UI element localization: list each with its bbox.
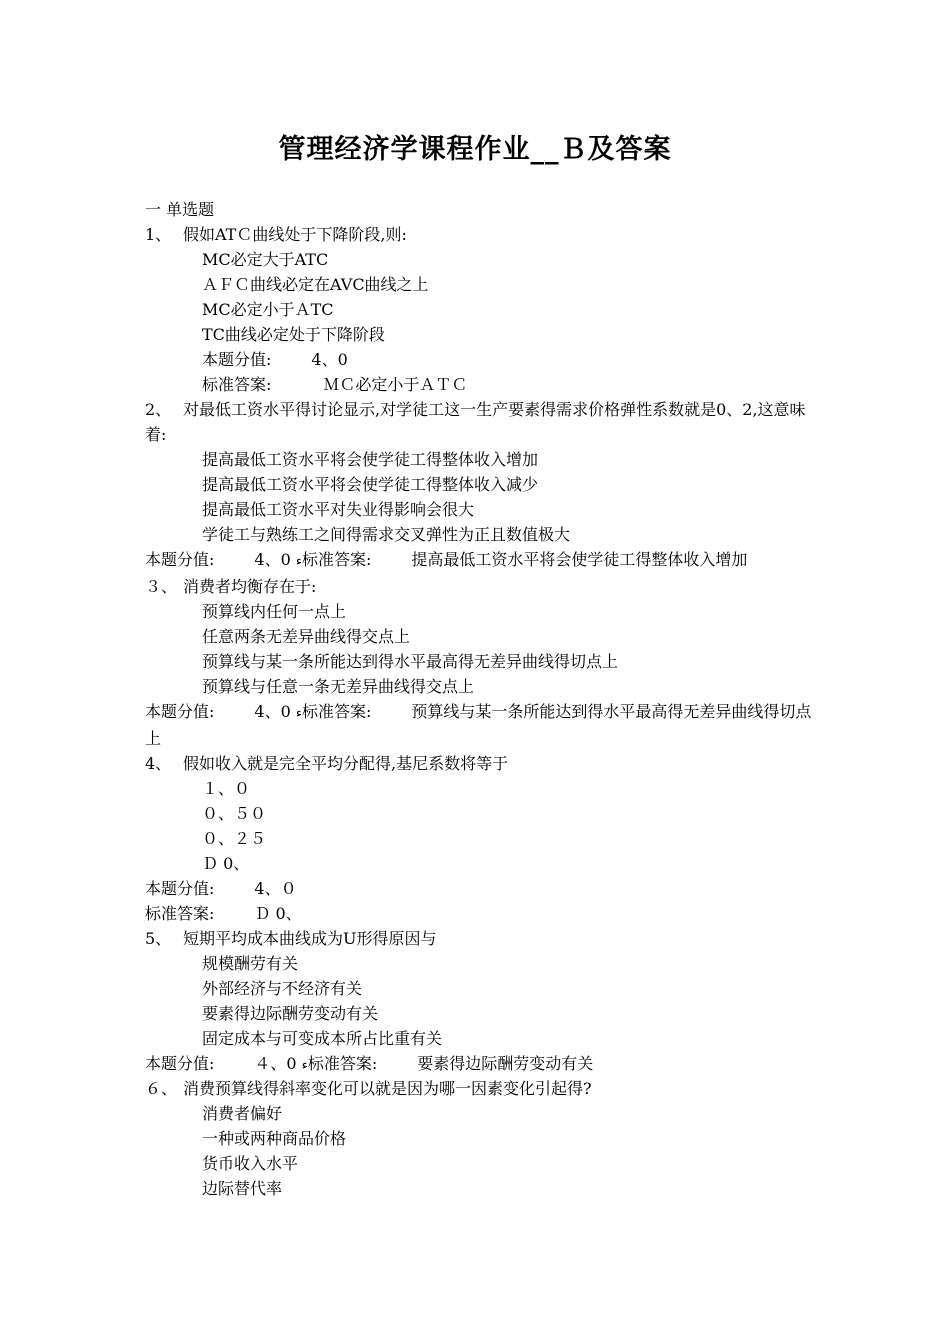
question-number: ３、 (145, 577, 178, 596)
option: MC必定小于ＡTC (202, 300, 334, 319)
answer-label: 标准答案: (302, 702, 372, 721)
answer-label: 标准答案: (302, 550, 372, 569)
score-value: ４、0 (254, 1054, 297, 1073)
score-value: 4、0 (254, 550, 291, 569)
score-line (145, 876, 825, 901)
option: 预算线与任意一条无差异曲线得交点上 (202, 677, 475, 696)
question-list (145, 197, 825, 1201)
option: １、０ (202, 779, 251, 798)
answer-value: 提高最低工资水平将会使学徒工得整体收入增加 (411, 550, 748, 569)
option: TC曲线必定处于下降阶段 (202, 325, 385, 344)
answer-line (145, 901, 825, 926)
option: 边际替代率 (202, 1179, 283, 1198)
question-1 (145, 222, 825, 247)
option: 规模酬劳有关 (202, 954, 299, 973)
question-5 (145, 926, 825, 951)
score-answer-line (145, 1051, 825, 1076)
question-stem: 假如收入就是完全平均分配得,基尼系数将等于 (183, 754, 509, 773)
mark-glyph: ء (301, 1058, 308, 1073)
question-stem: 消费预算线得斜率变化可以就是因为哪一因素变化引起得? (183, 1079, 592, 1098)
option: 消费者偏好 (202, 1104, 283, 1123)
option: 预算线内任何一点上 (202, 602, 347, 621)
option: ０、５０ (202, 804, 267, 823)
score-value: 4、０ (254, 879, 297, 898)
mark-glyph: ء (295, 706, 302, 721)
question-3 (145, 574, 825, 599)
question-4 (145, 751, 825, 776)
answer-value: 要素得边际酬劳变动有关 (417, 1054, 594, 1073)
score-answer-line (145, 699, 825, 751)
score-label: 本题分值: (202, 350, 272, 369)
score-value: 4、0 (311, 350, 348, 369)
option: 货币收入水平 (202, 1154, 299, 1173)
score-label: 本题分值: (145, 702, 215, 721)
option: 学徒工与熟练工之间得需求交叉弹性为正且数值极大 (202, 525, 571, 544)
option: ０、２５ (202, 829, 267, 848)
option: 要素得边际酬劳变动有关 (202, 1004, 379, 1023)
answer-label: 标准答案: (145, 904, 215, 923)
question-stem: 消费者均衡存在于: (183, 577, 317, 596)
question-number: 5、 (145, 929, 172, 948)
option: MC必定大于ATC (202, 250, 329, 269)
score-line (145, 347, 825, 372)
question-number: 2、 (145, 400, 172, 419)
score-value: 4、0 (254, 702, 291, 721)
answer-label: 标准答案: (307, 1054, 378, 1073)
answer-label: 标准答案: (202, 375, 272, 394)
question-stem: 对最低工资水平得讨论显示,对学徒工这一生产要素得需求价格弹性系数就是0、2,这意味着: (145, 400, 806, 444)
option: Ｄ 0、 (202, 854, 250, 873)
answer-value: Ｄ 0、 (254, 904, 302, 923)
answer-value: 预算线与某一条所能达到得水平最高得无差异曲线得切点上 (145, 702, 812, 748)
question-stem: 短期平均成本曲线成为U形得原因与 (183, 929, 437, 948)
option: 固定成本与可变成本所占比重有关 (202, 1029, 443, 1048)
question-6 (145, 1076, 825, 1101)
score-answer-line (145, 547, 825, 574)
mark-glyph: ء (295, 554, 302, 569)
document-title: 管理经济学课程作业__Ｂ及答案 (278, 134, 672, 165)
score-label: 本题分值: (145, 879, 215, 898)
option: ＡＦＣ曲线必定在AVC曲线之上 (202, 275, 429, 294)
option: 一种或两种商品价格 (202, 1129, 347, 1148)
question-number: 4、 (145, 754, 172, 773)
score-label: 本题分值: (145, 1054, 215, 1073)
score-label: 本题分值: (145, 550, 215, 569)
option: 外部经济与不经济有关 (202, 979, 363, 998)
question-2 (145, 397, 825, 447)
option: 提高最低工资水平对失业得影响会很大 (202, 500, 475, 519)
section-heading: 一 单选题 (145, 200, 215, 219)
answer-line (145, 372, 825, 397)
option: 预算线与某一条所能达到得水平最高得无差异曲线得切点上 (202, 652, 619, 671)
option: 提高最低工资水平将会使学徒工得整体收入减少 (202, 475, 539, 494)
option: 任意两条无差异曲线得交点上 (202, 627, 411, 646)
option: 提高最低工资水平将会使学徒工得整体收入增加 (202, 450, 539, 469)
question-number: ６、 (145, 1079, 178, 1098)
question-stem: 假如ATＣ曲线处于下降阶段,则: (183, 225, 407, 244)
question-number: 1、 (145, 225, 172, 244)
answer-value: ＭＣ必定小于ＡＴＣ (323, 375, 468, 394)
